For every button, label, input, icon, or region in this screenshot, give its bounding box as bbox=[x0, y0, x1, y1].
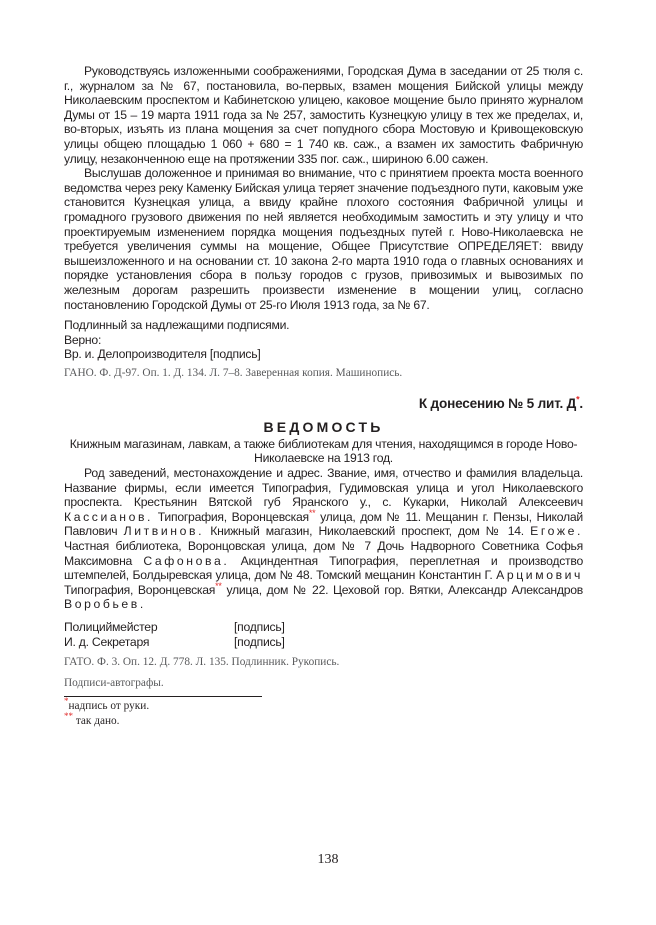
signature-role: Полициймейстер bbox=[64, 620, 158, 634]
footnote-mark: * bbox=[576, 394, 580, 405]
footnote-1-mark: * bbox=[64, 696, 69, 707]
footnote-mark-double: ** bbox=[308, 507, 316, 518]
entry-3-surname: Егоже. bbox=[530, 524, 584, 539]
entry-1-type: Типография, Гудимовская улица и угол Николаевского проспекта. Крестьянин Вятской губ Яранского у., с. Кукарки, Николай Алексеевич bbox=[64, 480, 583, 510]
decree-paragraph-1: Руководствуясь изложенными соображениями, Городская Дума в заседании от 25 тюля с. г., журналом за № 67, постановила, во-первых, взамен мощения Бийской улицы между Николаевским проспектом и Кабинетскою улицею, каковое мощение было принято журналом Думы от 15 – 19 марта 1911 года за № 257, замостить Кузнецкую улицу в тех же пределах, и, во-вторых, изъять из плана мощения за счет попудного сбора Мостовую и Кривощековскую улицы общею площадью 1 060 + 680 = 1 740 кв. саж., а взамен их замостить Фабричную улицу, незаконченною еще на протяжении 335 пог. саж., шириною 6.00 сажен. bbox=[64, 64, 583, 166]
statement-title: ВЕДОМОСТЬ bbox=[263, 418, 384, 435]
footnote-mark-double: ** bbox=[215, 580, 222, 591]
entry-4-surname: Сафонова. bbox=[143, 553, 230, 568]
original-note: Подлинный за надлежащими подписями. bbox=[64, 318, 290, 333]
attachment-reference: К донесению № 5 лит. Д*. bbox=[418, 394, 583, 411]
signature-row bbox=[64, 635, 583, 650]
statement-subtitle: Книжным магазинам, лавкам, а также библиотекам для чтения, находящимся в городе Ново-Николаевске на 1913 год. bbox=[69, 436, 578, 466]
autographs-note: Подписи-автографы. bbox=[64, 677, 164, 690]
entry-1-surname: Кассианов. bbox=[64, 509, 154, 524]
signature-mark: [подпись] bbox=[234, 634, 285, 649]
archive-source-1: ГАНО. Ф. Д-97. Оп. 1. Д. 134. Л. 7–8. Заверенная копия. Машинопись. bbox=[64, 366, 403, 379]
certification-block bbox=[64, 318, 583, 362]
column-header: Род заведений, местонахождение и адрес. Звание, имя, отчество и фамилия владельца. Название фирмы, если имеется bbox=[64, 466, 583, 495]
entry-6-rest: улица, дом № 22. Цеховой гор. Вятки, Александр Александров bbox=[226, 582, 584, 597]
entry-6-type: Типография, Воронцевская bbox=[64, 582, 216, 597]
signatures-block bbox=[64, 620, 583, 649]
entry-6-surname: Воробьев. bbox=[64, 597, 146, 612]
signature-mark: [подпись] bbox=[234, 620, 285, 634]
certified-label: Верно: bbox=[64, 332, 102, 347]
decree-paragraph-2: Выслушав доложенное и принимая во внимание, что с принятием проекта моста военного ведомства через реку Каменку Бийская улица теряет значение подъездного пути, каковым уже становится Кузнецкая улица, а ввиду крайне плохого состояния Фабричной улицы и громадного грузового движения по ней является необходимым замостить и эту улицу и что проектируемым изменением порядка мощения подъездных путей г. Ново-Николаевска не требуется увеличения суммы на мощение, Общее Присутствие ОПРЕДЕЛЯЕТ: ввиду вышеизложенного и на основании ст. 10 закона 2-го марта 1910 года о главных основаниях и порядке установления сбора в пользу городов с грузов, привозимых и вывозимых по железным дорогам разрешить произвести изменение в мощении улиц, согласно постановлению Городской Думы от 25-го Июля 1913 года, за № 67. bbox=[64, 166, 583, 312]
entry-2-type: Типография, Воронцевская bbox=[157, 509, 309, 524]
signature-role: И. д. Секретаря bbox=[64, 634, 150, 649]
entry-2-surname: Литвинов. bbox=[123, 524, 205, 539]
statement-body bbox=[64, 466, 583, 612]
archive-source-2: ГАТО. Ф. 3. Оп. 12. Д. 778. Л. 135. Подлинник. Рукопись. bbox=[64, 656, 340, 669]
page-content bbox=[64, 64, 583, 729]
signature-row bbox=[64, 620, 583, 635]
entry-5-surname: Арцимович bbox=[496, 568, 584, 583]
footnote-divider bbox=[64, 696, 262, 697]
entry-2-rest: улица, дом № 11. Мещанин г. Пензы, Николай Павлович bbox=[64, 509, 583, 539]
entry-4-type: Частная библиотека, Воронцовская улица, дом № 7 Дочь Надворного Советника Софья Максимовна bbox=[64, 539, 583, 568]
signer-line: Вр. и. Делопроизводителя [подпись] bbox=[64, 347, 261, 362]
footnote-1: *надпись от руки. bbox=[64, 696, 150, 713]
footnote-2: ** так дано. bbox=[64, 711, 120, 728]
entry-5-type: Акциндентная Типография, переплетная и производство штемпелей, Болдыревская улица, дом № 48. Томский мещанин Константин Г. bbox=[64, 553, 583, 583]
entry-3-type: Книжный магазин, Николаевский проспект, дом № 14. bbox=[210, 524, 524, 539]
period: . bbox=[579, 395, 583, 411]
footnote-2-mark: ** bbox=[64, 711, 73, 722]
page-number: 138 bbox=[317, 852, 339, 867]
